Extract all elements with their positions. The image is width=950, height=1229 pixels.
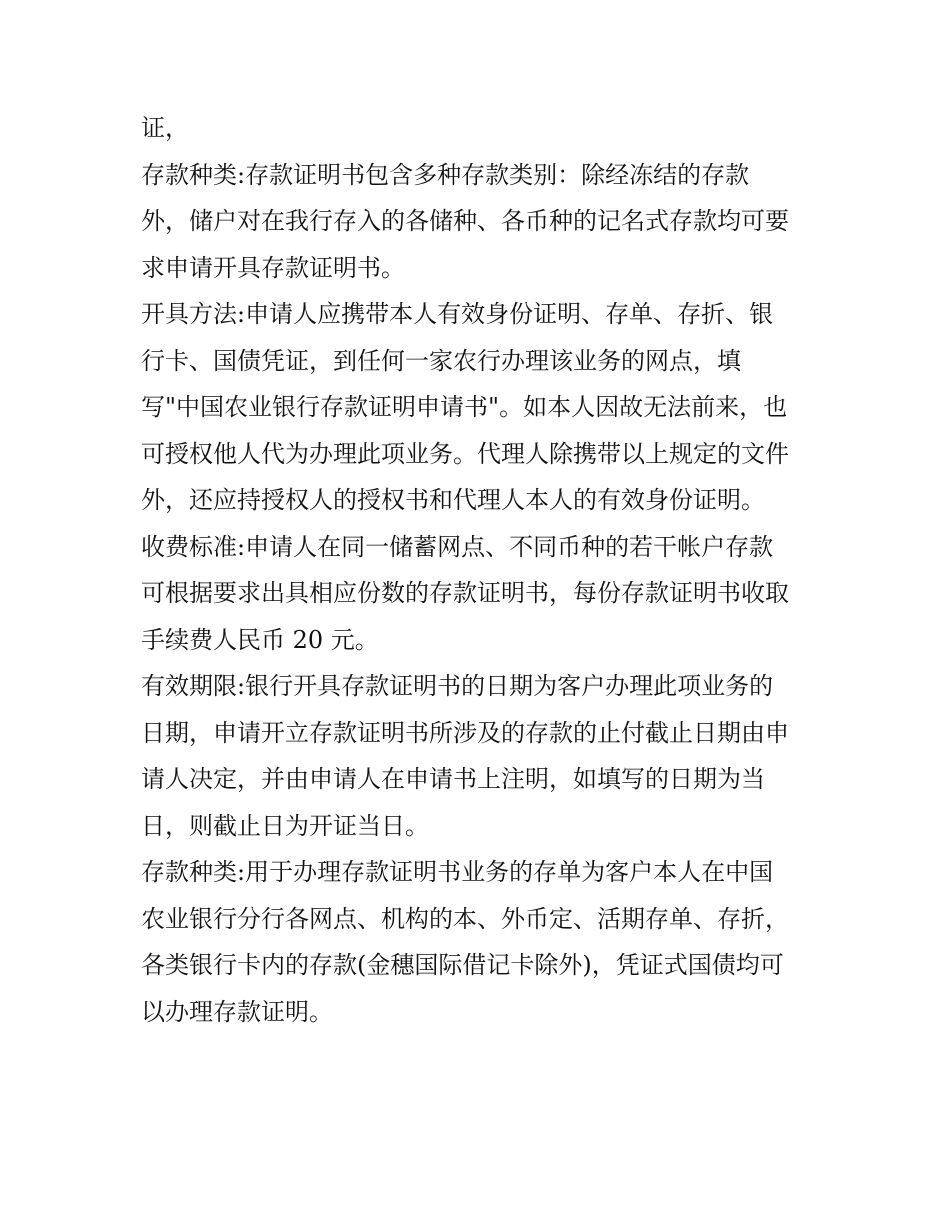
text-line: 外，储户对在我行存入的各储种、各币种的记名式存款均可要	[141, 207, 789, 235]
text-line: 可授权他人代为办理此项业务。代理人除携带以上规定的文件	[141, 439, 789, 468]
text-line: 日，则截止日为开证当日。	[141, 811, 429, 840]
text-line: 求申请开具存款证明书。	[141, 253, 405, 282]
text-line: 存款种类:存款证明书包含多种存款类别：除经冻结的存款	[141, 160, 750, 189]
text-line: 收费标准:申请人在同一储蓄网点、不同币种的若干帐户存款	[141, 532, 774, 561]
text-line: 以办理存款证明。	[141, 997, 333, 1026]
text-line: 各类银行卡内的存款(金穗国际借记卡除外)，凭证式国债均可	[141, 951, 784, 979]
document-body	[141, 105, 821, 1035]
text-line: 可根据要求出具相应份数的存款证明书，每份存款证明书收取	[141, 579, 789, 607]
text-line: 写"中国农业银行存款证明申请书"。如本人因故无法前来，也	[141, 393, 788, 421]
text-line: 有效期限:银行开具存款证明书的日期为客户办理此项业务的	[141, 672, 774, 700]
text-line: 存款种类:用于办理存款证明书业务的存单为客户本人在中国	[141, 858, 774, 886]
text-line: 请人决定，并由申请人在申请书上注明，如填写的日期为当	[141, 765, 765, 793]
text-line: 开具方法:申请人应携带本人有效身份证明、存单、存折、银	[141, 300, 774, 328]
text-line: 外，还应持授权人的授权书和代理人本人的有效身份证明。	[141, 486, 765, 514]
text-line: 日期，申请开立存款证明书所涉及的存款的止付截止日期由申	[141, 718, 789, 747]
text-line: 证，	[141, 114, 189, 142]
text-line: 农业银行分行各网点、机构的本、外币定、活期存单、存折，	[141, 904, 789, 933]
text-line: 行卡、国债凭证，到任何一家农行办理该业务的网点，填	[141, 346, 741, 375]
text-line: 手续费人民币 20 元。	[141, 625, 379, 654]
